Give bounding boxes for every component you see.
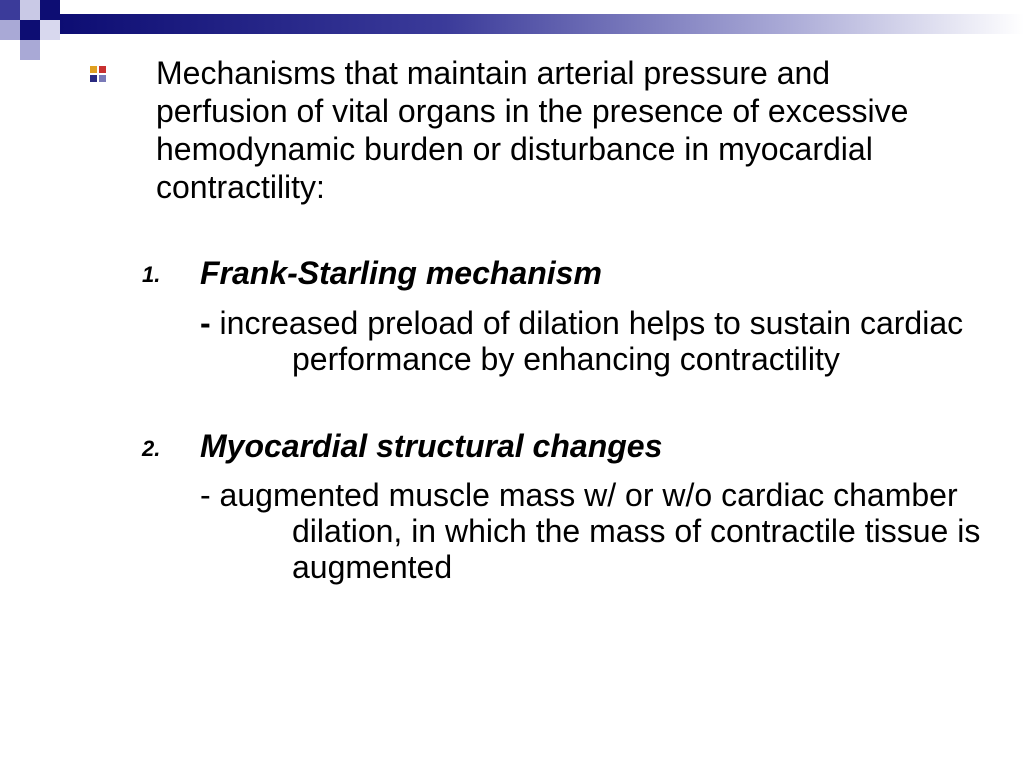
deco-square	[20, 20, 40, 40]
item-title: Myocardial structural changes	[200, 428, 663, 464]
deco-square	[0, 0, 20, 20]
item-detail	[200, 305, 1012, 377]
deco-square	[40, 20, 60, 40]
item-detail	[200, 477, 1012, 585]
deco-square	[20, 0, 40, 20]
deco-square	[0, 20, 20, 40]
header-gradient-bar	[60, 14, 1024, 34]
deco-square	[20, 40, 40, 60]
item-dash: -	[200, 477, 211, 513]
item-dash: -	[200, 305, 211, 341]
item-number: 2.	[142, 436, 161, 461]
item-title: Frank-Starling mechanism	[200, 255, 602, 291]
item-detail-text: augmented muscle mass w/ or w/o cardiac chamber dilation, in which the mass of contractile tissue is augmented	[219, 477, 981, 585]
bullet-icon	[88, 64, 108, 84]
deco-square	[40, 0, 60, 20]
item-number: 1.	[142, 262, 161, 287]
item-detail-text: increased preload of dilation helps to sustain cardiac performance by enhancing contractility	[219, 305, 964, 377]
intro-text: Mechanisms that maintain arterial pressure and perfusion of vital organs in the presence of excessive hemodynamic burden or disturbance in myocardial contractility:	[156, 55, 909, 205]
